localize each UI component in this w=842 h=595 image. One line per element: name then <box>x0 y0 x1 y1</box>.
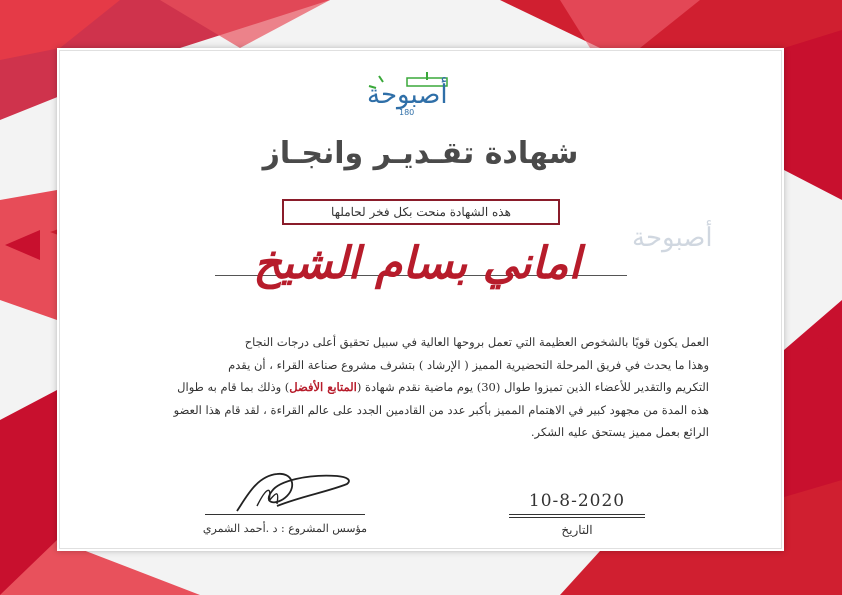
certificate-subtitle: هذه الشهادة منحت بكل فخر لحاملها <box>282 199 560 225</box>
date-label: التاريخ <box>561 523 593 537</box>
date-line <box>509 514 645 515</box>
body-line-part: التكريم والتقدير للأعضاء الذين تميزوا طوال (30) يوم ماضية نقدم شهادة ( <box>356 380 709 394</box>
certificate-title: شهادة تقـديـر وانجـاز <box>262 136 579 171</box>
body-line <box>137 376 709 399</box>
watermark-text: أصبوحة <box>632 223 713 253</box>
body-line: العمل يكون قويًا بالشخوص العظيمة التي تعمل بروحها العالية في سبيل تحقيق أعلى درجات النجاح <box>244 335 709 349</box>
body-line: هذه المدة من مجهود كبير في الاهتمام المميز بأكبر عدد من القادمين الجدد على عالم القراءة ، لقد قام هذا العضو <box>173 402 709 417</box>
body-line: الرائع بعمل مميز يستحق عليه الشكر. <box>530 425 709 439</box>
logo-number: 180 <box>399 108 415 117</box>
card-frame <box>59 50 782 549</box>
date-line <box>509 517 645 518</box>
recipient-name: اماني بسام الشيخ <box>253 238 581 289</box>
certificate-card <box>57 48 784 551</box>
signature-line <box>205 514 365 515</box>
logo <box>359 68 483 120</box>
award-highlight: المتابع الأفضل <box>289 380 357 394</box>
body-line: وهذا ما يحدث في فريق المرحلة التحضيرية المميز ( الإرشاد ) بتشرف مشروع صناعة القراء ، أن يقدم <box>228 357 709 372</box>
logo-text: أصبوحة <box>367 80 448 110</box>
date-value: 10-8-2020 <box>528 491 626 511</box>
certificate-body <box>137 331 709 444</box>
founder-label: مؤسس المشروع : د .أحمد الشمري <box>202 522 368 535</box>
signature-icon <box>217 466 357 516</box>
body-line-part: ) وذلك بما قام به طوال <box>177 380 290 394</box>
watermark-logo <box>632 213 742 263</box>
